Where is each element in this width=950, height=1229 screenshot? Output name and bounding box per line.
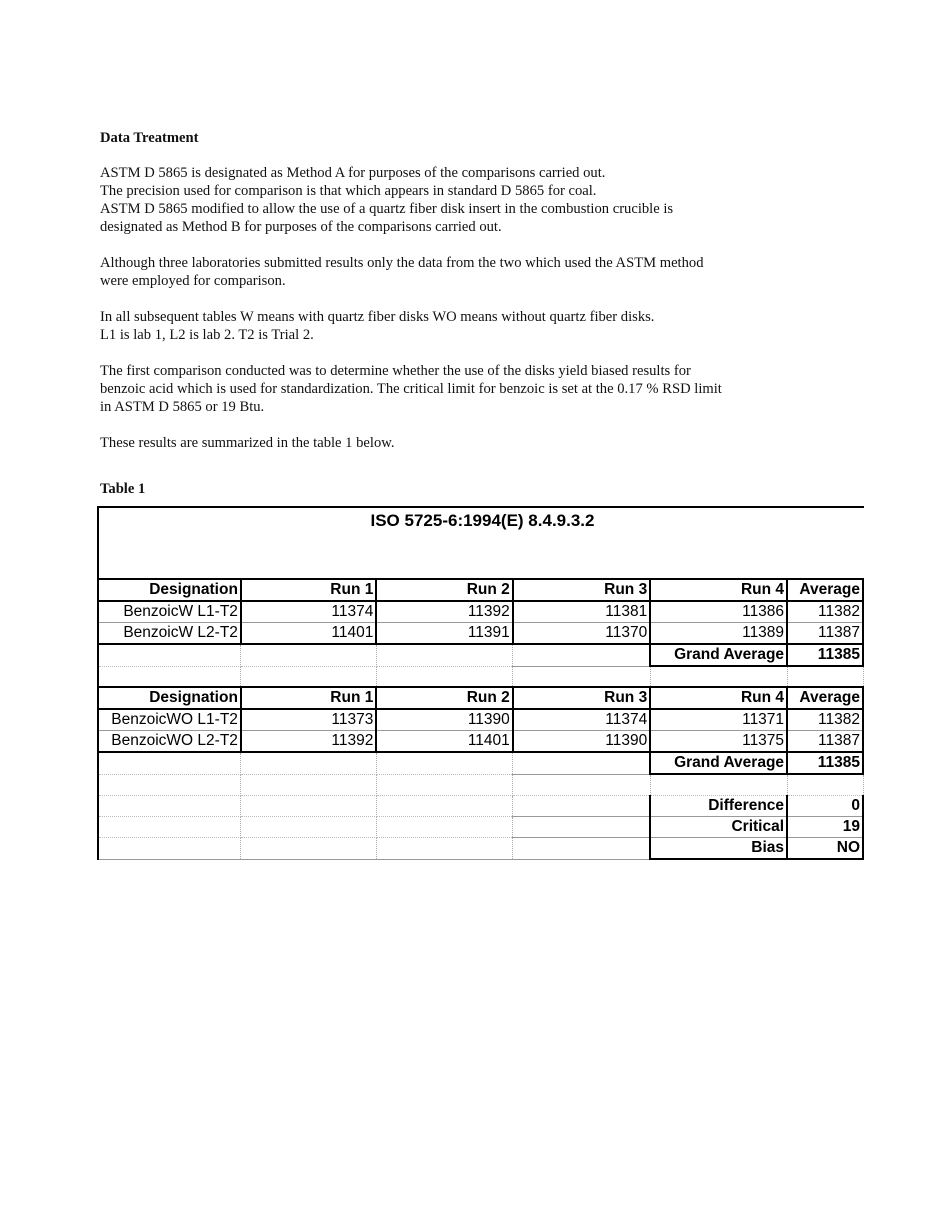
empty-cell bbox=[787, 666, 863, 687]
header-cell: Run 1 bbox=[241, 687, 376, 709]
empty-cell bbox=[376, 644, 512, 666]
spacer-row bbox=[98, 666, 863, 687]
empty-cell bbox=[513, 817, 650, 838]
header-cell: Run 2 bbox=[376, 579, 512, 601]
table-cell: 11401 bbox=[241, 623, 376, 645]
empty-cell bbox=[98, 752, 241, 774]
table-cell: 11381 bbox=[513, 601, 650, 623]
text-line: designated as Method B for purposes of the comparisons carried out. bbox=[100, 219, 502, 235]
table-row bbox=[98, 601, 863, 623]
grand-average-row bbox=[98, 644, 863, 666]
table-cell: 11392 bbox=[376, 601, 512, 623]
grand-average-row bbox=[98, 752, 863, 774]
empty-cell bbox=[98, 817, 241, 838]
header-cell: Average bbox=[787, 687, 863, 709]
table-cell: BenzoicW L1-T2 bbox=[98, 601, 241, 623]
empty-cell bbox=[513, 838, 650, 860]
summary-value: NO bbox=[787, 838, 863, 860]
header-row bbox=[98, 687, 863, 709]
empty-cell bbox=[513, 774, 650, 795]
text-line: These results are summarized in the table 1 below. bbox=[100, 435, 395, 451]
paragraph-summary bbox=[100, 434, 820, 452]
summary-label: Bias bbox=[650, 838, 787, 860]
grand-average-value: 11385 bbox=[787, 644, 863, 666]
table-cell: 11371 bbox=[650, 709, 787, 731]
paragraph-methods bbox=[100, 164, 820, 236]
table-cell: 11389 bbox=[650, 623, 787, 645]
header-cell: Average bbox=[787, 579, 863, 601]
table-cell: 11387 bbox=[787, 623, 863, 645]
paragraph-laboratories bbox=[100, 254, 820, 290]
empty-cell bbox=[376, 774, 512, 795]
empty-cell bbox=[98, 838, 241, 860]
empty-cell bbox=[98, 774, 241, 795]
header-cell: Run 3 bbox=[513, 579, 650, 601]
table-cell: 11391 bbox=[376, 623, 512, 645]
text-line: L1 is lab 1, L2 is lab 2. T2 is Trial 2. bbox=[100, 327, 314, 343]
table-cell: BenzoicWO L2-T2 bbox=[98, 731, 241, 753]
empty-cell bbox=[513, 752, 650, 774]
header-row bbox=[98, 579, 863, 601]
empty-cell bbox=[98, 795, 241, 816]
empty-cell bbox=[376, 666, 512, 687]
empty-cell bbox=[376, 817, 512, 838]
text-line: in ASTM D 5865 or 19 Btu. bbox=[100, 399, 265, 415]
table-title: ISO 5725-6:1994(E) 8.4.9.3.2 bbox=[370, 511, 595, 530]
table-cell: BenzoicWO L1-T2 bbox=[98, 709, 241, 731]
table-cell: 11401 bbox=[376, 731, 512, 753]
summary-value: 19 bbox=[787, 817, 863, 838]
text-line: In all subsequent tables W means with quartz fiber disks WO means without quartz fiber disks. bbox=[100, 309, 655, 325]
empty-cell bbox=[241, 795, 376, 816]
empty-cell bbox=[98, 644, 241, 666]
empty-cell bbox=[513, 795, 650, 816]
paragraph-abbreviations bbox=[100, 308, 820, 344]
summary-row bbox=[98, 838, 863, 860]
empty-cell bbox=[241, 666, 376, 687]
header-cell: Run 3 bbox=[513, 687, 650, 709]
header-cell: Run 1 bbox=[241, 579, 376, 601]
header-cell: Run 4 bbox=[650, 579, 787, 601]
text-line: The first comparison conducted was to determine whether the use of the disks yield biased results for bbox=[100, 363, 691, 379]
summary-row bbox=[98, 817, 863, 838]
table-cell: 11374 bbox=[513, 709, 650, 731]
table-cell: 11382 bbox=[787, 709, 863, 731]
text-line: Although three laboratories submitted results only the data from the two which used the ASTM method bbox=[100, 255, 704, 271]
empty-cell bbox=[650, 666, 787, 687]
table-grid bbox=[97, 578, 864, 860]
summary-row bbox=[98, 795, 863, 816]
empty-cell bbox=[376, 752, 512, 774]
table-cell: 11382 bbox=[787, 601, 863, 623]
summary-label: Critical bbox=[650, 817, 787, 838]
empty-cell bbox=[513, 644, 650, 666]
empty-cell bbox=[787, 774, 863, 795]
table-cell: 11387 bbox=[787, 731, 863, 753]
table-cell: 11390 bbox=[376, 709, 512, 731]
paragraph-comparison bbox=[100, 362, 820, 416]
table-row bbox=[98, 731, 863, 753]
header-cell: Run 2 bbox=[376, 687, 512, 709]
grand-average-value: 11385 bbox=[787, 752, 863, 774]
table-cell: 11374 bbox=[241, 601, 376, 623]
text-line: benzoic acid which is used for standardization. The critical limit for benzoic is set at the 0.17 % RSD limit bbox=[100, 381, 722, 397]
summary-value: 0 bbox=[787, 795, 863, 816]
grand-average-label: Grand Average bbox=[650, 752, 787, 774]
table-row bbox=[98, 709, 863, 731]
table-row bbox=[98, 623, 863, 645]
spacer-row bbox=[98, 774, 863, 795]
section-heading: Data Treatment bbox=[100, 130, 199, 146]
table-label: Table 1 bbox=[100, 481, 146, 497]
table-title-area bbox=[97, 506, 864, 578]
text-line: ASTM D 5865 modified to allow the use of a quartz fiber disk insert in the combustion crucible is bbox=[100, 201, 674, 217]
table-cell: 11370 bbox=[513, 623, 650, 645]
empty-cell bbox=[241, 838, 376, 860]
table-cell: BenzoicW L2-T2 bbox=[98, 623, 241, 645]
header-cell: Designation bbox=[98, 579, 241, 601]
summary-label: Difference bbox=[650, 795, 787, 816]
empty-cell bbox=[376, 838, 512, 860]
grand-average-label: Grand Average bbox=[650, 644, 787, 666]
empty-cell bbox=[241, 774, 376, 795]
empty-cell bbox=[98, 666, 241, 687]
header-cell: Run 4 bbox=[650, 687, 787, 709]
table-cell: 11375 bbox=[650, 731, 787, 753]
empty-cell bbox=[241, 817, 376, 838]
text-line: were employed for comparison. bbox=[100, 273, 286, 289]
table-cell: 11386 bbox=[650, 601, 787, 623]
table-cell: 11392 bbox=[241, 731, 376, 753]
empty-cell bbox=[241, 752, 376, 774]
table-cell: 11390 bbox=[513, 731, 650, 753]
text-line: The precision used for comparison is that which appears in standard D 5865 for coal. bbox=[100, 183, 597, 199]
empty-cell bbox=[650, 774, 787, 795]
empty-cell bbox=[241, 644, 376, 666]
table-cell: 11373 bbox=[241, 709, 376, 731]
header-cell: Designation bbox=[98, 687, 241, 709]
empty-cell bbox=[376, 795, 512, 816]
text-line: ASTM D 5865 is designated as Method A for purposes of the comparisons carried out. bbox=[100, 165, 606, 181]
empty-cell bbox=[513, 666, 650, 687]
